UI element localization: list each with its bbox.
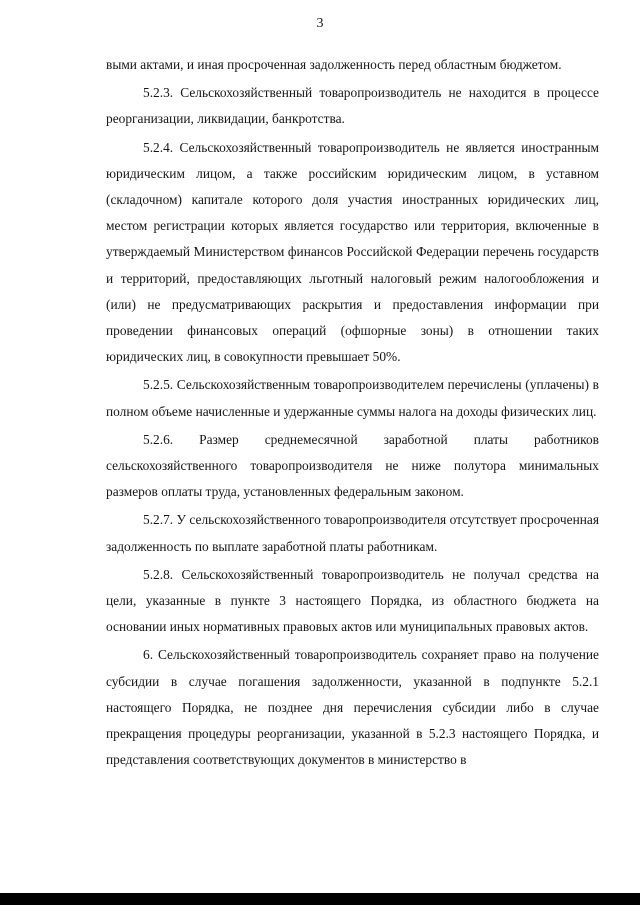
paragraph-5-2-4: 5.2.4. Сельскохозяйственный товаропроизводитель не является иностранным юридическим лицом, а также российским юридическим лицом, в уставном (складочном) капитале которого доля участия иностранных юридических лиц, местом регистрации которых является государство или территория, включенные в утверждаемый Министерством финансов Российской Федерации перечень государств и территорий, предоставляющих льготный налоговый режим налогообложения и (или) не предусматривающих раскрытия и предоставления информации при проведении финансовых операций (офшорные зоны) в отношении таких юридических лиц, в совокупности превышает 50%. <box>106 139 599 365</box>
document-body <box>106 52 599 775</box>
paragraph-6: 6. Сельскохозяйственный товаропроизводитель сохраняет право на получение субсидии в случае погашения задолженности, указанной в подпункте 5.2.1 настоящего Порядка, не позднее дня перечисления субсидии либо в случае прекращения процедуры реорганизации, указанной в 5.2.3 настоящего Порядка, и представления соответствующих документов в министерство в <box>106 647 599 768</box>
page-number: 3 <box>316 16 324 31</box>
paragraph-5-2-6: 5.2.6. Размер среднемесячной заработной платы работников сельскохозяйственного товаропроизводителя не ниже полутора минимальных размеров оплаты труда, установленных федеральным законом. <box>106 431 599 500</box>
paragraph-5-2-3: 5.2.3. Сельскохозяйственный товаропроизводитель не находится в процессе реорганизации, ликвидации, банкротства. <box>106 85 599 127</box>
scan-bottom-edge <box>0 893 640 905</box>
paragraph-continuation: выми актами, и иная просроченная задолженность перед областным бюджетом. <box>106 57 562 72</box>
paragraph-5-2-8: 5.2.8. Сельскохозяйственный товаропроизводитель не получал средства на цели, указанные в пункте 3 настоящего Порядка, из областного бюджета на основании иных нормативных правовых актов или муниципальных правовых актов. <box>106 566 599 635</box>
paragraph-5-2-7: 5.2.7. У сельскохозяйственного товаропроизводителя отсутствует просроченная задолженность по выплате заработной платы работникам. <box>106 512 599 554</box>
paragraph-5-2-5: 5.2.5. Сельскохозяйственным товаропроизводителем перечислены (уплачены) в полном объеме начисленные и удержанные суммы налога на доходы физических лиц. <box>106 377 599 419</box>
